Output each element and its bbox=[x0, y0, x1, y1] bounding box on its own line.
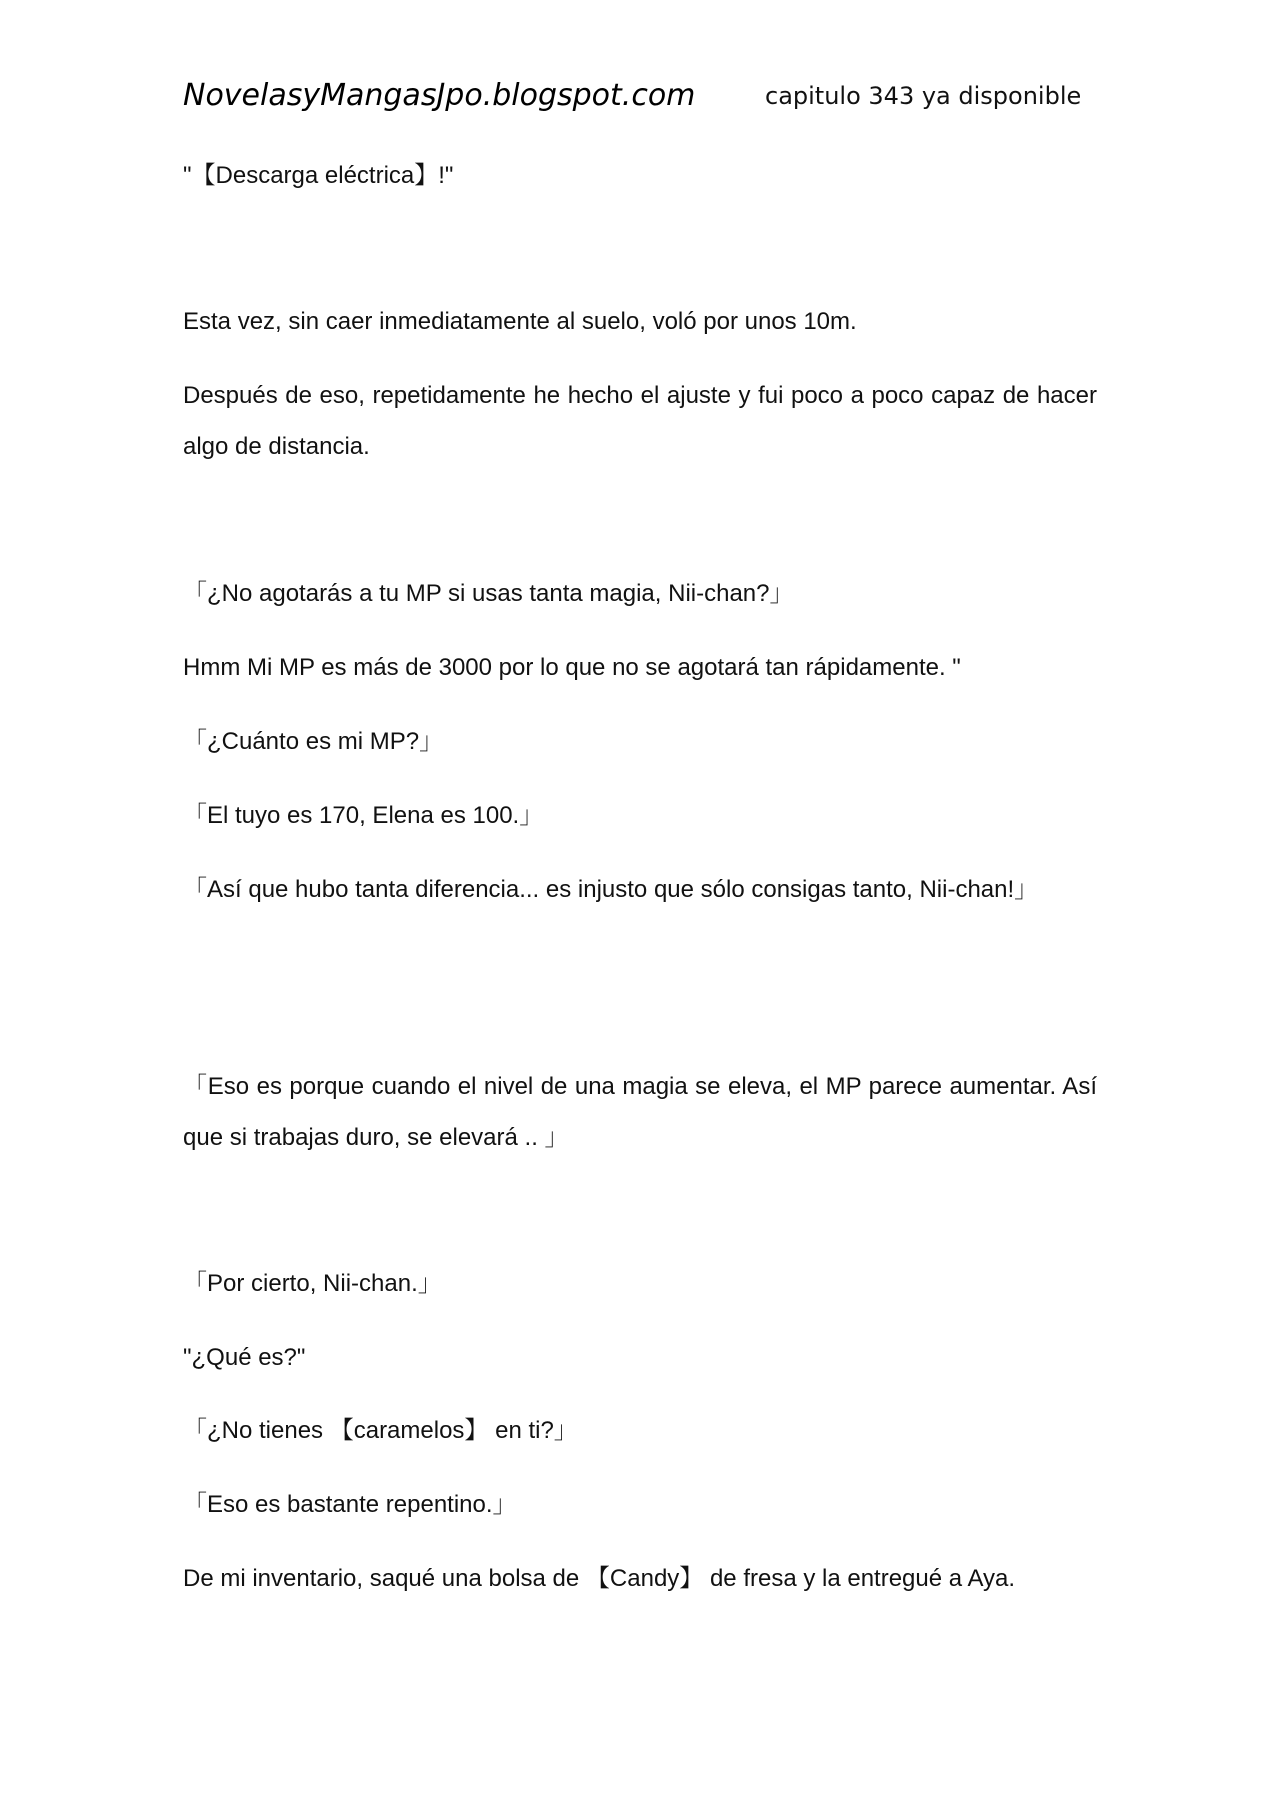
site-watermark: NovelasyMangasJpo.blogspot.com bbox=[183, 78, 696, 113]
paragraph: 「El tuyo es 170, Elena es 100.」 bbox=[183, 802, 544, 829]
page-header bbox=[183, 78, 1088, 122]
paragraph: 「Eso es porque cuando el nivel de una magia se eleva, el MP parece aumentar. Así que si trabajas duro, se elevará .. 」 bbox=[183, 1073, 1097, 1151]
paragraph: "¿Qué es?" bbox=[183, 1344, 306, 1371]
paragraph: 「¿No agotarás a tu MP si usas tanta magia, Nii-chan?」 bbox=[183, 580, 794, 607]
paragraph: 「¿Cuánto es mi MP?」 bbox=[183, 728, 444, 755]
paragraph: 「Así que hubo tanta diferencia... es injusto que sólo consigas tanto, Nii-chan!」 bbox=[183, 876, 1039, 903]
paragraph: "【Descarga eléctrica】!" bbox=[183, 162, 454, 189]
paragraph: Esta vez, sin caer inmediatamente al suelo, voló por unos 10m. bbox=[183, 308, 857, 335]
paragraph: De mi inventario, saqué una bolsa de 【Candy】 de fresa y la entregué a Aya. bbox=[183, 1565, 1016, 1592]
paragraph: 「¿No tienes 【caramelos】 en ti?」 bbox=[183, 1417, 578, 1444]
paragraph: Hmm Mi MP es más de 3000 por lo que no se agotará tan rápidamente. " bbox=[183, 654, 961, 681]
paragraph: Después de eso, repetidamente he hecho el ajuste y fui poco a poco capaz de hacer algo de distancia. bbox=[183, 382, 1097, 460]
chapter-availability-note: capitulo 343 ya disponible bbox=[765, 82, 1082, 110]
paragraph: 「Por cierto, Nii-chan.」 bbox=[183, 1270, 442, 1297]
paragraph: 「Eso es bastante repentino.」 bbox=[183, 1491, 517, 1518]
